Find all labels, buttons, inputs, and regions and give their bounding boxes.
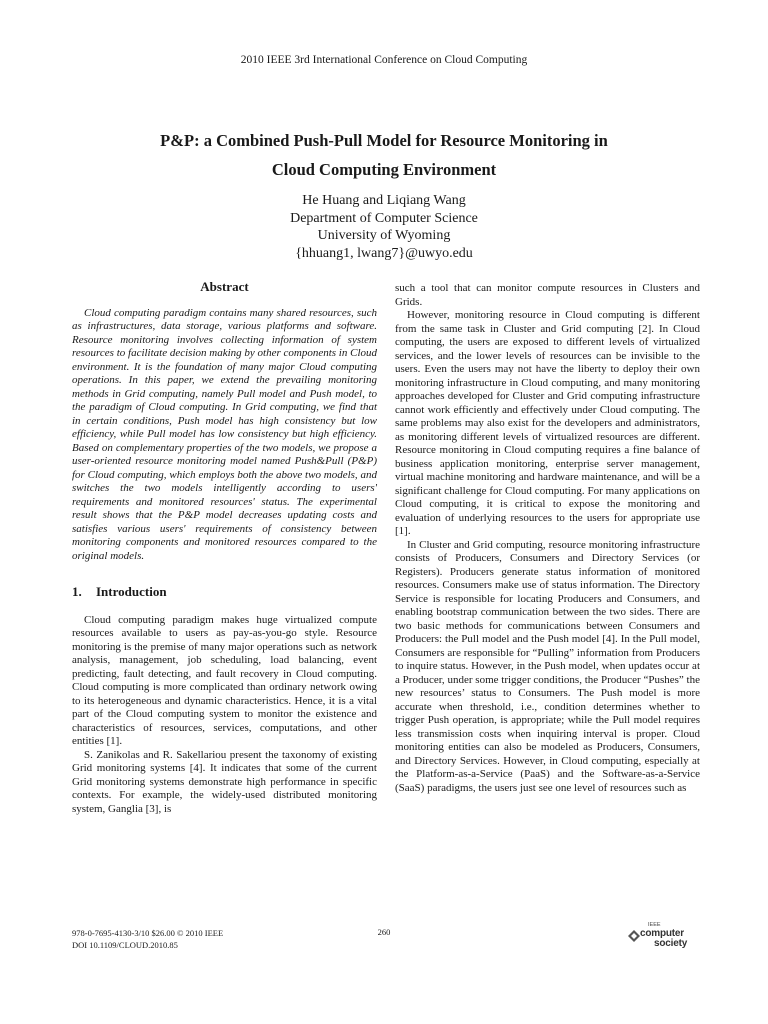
- page-number: 260: [377, 927, 391, 937]
- author-names: He Huang and Liqiang Wang: [302, 193, 466, 208]
- right-paragraph-2: In Cluster and Grid computing, resource monitoring infrastructure consists of Producers, Consumers and Directory Services (or Registers). Producers generate status information of monitored resources. Consumers make use of status information. The Directory Service is responsible for locating Producers and Consumers, and enabling bootstrap communication between the two sides. There are two basic methods for communications between Consumers and Producers: the Pull model and the Push model [4]. In the Pull model, Consumers are responsible for “Pulling” information from Producers to inquire status. However, in the Push model, when updates occur at a Producer, under some trigger conditions, the Producer “Pushes” the new resources’ status to Consumers. The Push model is more accurate when threshold, i.e., condition determines whether to trigger Push operation, is appropriate; while the Pull model requires less transmission costs when inquiring interval is proper. Cloud monitoring entities can also be modeled as Producers, Consumers, and Directory Services. However, in Cloud computing, especially at the Platform-as-a-Service (PaaS) and the Software-as-a-Service (SaaS) paradigms, the users just see one level of resources such as: [395, 538, 700, 794]
- right-column: [395, 282, 700, 795]
- intro-paragraph-2: S. Zanikolas and R. Sakellariou present the taxonomy of existing Grid monitoring systems [4]. It indicates that some of the current Grid monitoring systems demonstrate high performance in specific contexts. For example, the widely-used distributed monitoring system, Ganglia [3], is: [72, 748, 377, 815]
- left-column: [72, 280, 377, 816]
- logo-ieee-text: IEEE: [648, 922, 661, 928]
- conference-header: 2010 IEEE 3rd International Conference on Cloud Computing: [240, 54, 528, 66]
- right-paragraph-1: However, monitoring resource in Cloud computing is different from the same task in Cluster and Grid computing [2]. In Cloud computing, the users are exposed to different levels of virtualized services, and the lower levels of resources can be invisible to the users. Even the users may not have the liberty to deploy their own monitoring infrastructure in Cloud computing, and many monitoring approaches developed for Cluster and Grid computing infrastructure cannot work efficiently and effectively under Cloud computing. The same problems may also exist for the developers and administrators, as monitoring different levels of virtualized resources are different. Resource monitoring in Cloud computing requires a fine balance of business application monitoring, enterprise server management, virtual machine monitoring and hardware maintenance, and will be a significant challenge for Cloud computing. For many applications on Cloud computing, it is critical to expose the monitoring and evaluation of underlying resources to the users for appropriate use [1].: [395, 309, 700, 537]
- title-line-2: Cloud Computing Environment: [271, 160, 497, 179]
- ieee-diamond-icon: [628, 930, 640, 942]
- section-title: Introduction: [96, 584, 167, 599]
- author-block: [0, 192, 768, 262]
- abstract-text: Cloud computing paradigm contains many shared resources, such as infrastructures, data storage, various platforms and software. Resource monitoring involves collecting information of system resources to facilitate decision making by other components in Cloud environment. It is the foundation of many major Cloud computing operations. In this paper, we extend the prevailing monitoring methods in Grid computing, namely Pull model and Push model, to the paradigm of Cloud computing. In Grid computing, we find that in certain conditions, Push model has high consistency but low efficiency, while Pull model has low consistency but high efficiency. Based on complementary properties of the two models, we propose a user-oriented resource monitoring model named Push&Pull (P&P) for Cloud computing, which employs both the above two models, and switches the two models intelligently according to users' requirements and monitored resources' status. The experimental result shows that the P&P model decreases updating costs and satisfies various users' requirements of consistency between monitoring components and monitored resources compared to the original models.: [72, 306, 377, 562]
- title-line-1: P&P: a Combined Push-Pull Model for Resource Monitoring in: [160, 131, 608, 150]
- footer-isbn: 978-0-7695-4130-3/10 $26.00 © 2010 IEEE: [72, 928, 224, 938]
- right-paragraph-continued: such a tool that can monitor compute resources in Clusters and Grids.: [395, 282, 700, 308]
- section-heading-introduction: [72, 585, 377, 599]
- footer-doi: DOI 10.1109/CLOUD.2010.85: [72, 940, 178, 950]
- author-department: Department of Computer Science: [290, 210, 478, 226]
- footer-copyright: [72, 927, 223, 951]
- section-number: 1.: [72, 584, 82, 599]
- logo-society-text: society: [654, 938, 688, 949]
- abstract-heading: Abstract: [200, 279, 249, 294]
- paper-title: [60, 126, 708, 184]
- author-university: University of Wyoming: [317, 228, 451, 243]
- author-email: {hhuang1, lwang7}@uwyo.edu: [295, 245, 473, 261]
- ieee-computer-society-logo: [628, 922, 698, 952]
- intro-paragraph-1: Cloud computing paradigm makes huge virtualized compute resources available to users as pay-as-you-go style. Resource monitoring is the premise of many major operations such as network analysis, management, job scheduling, load balancing, event predicting, fault detecting, and fault recovery in Cloud computing. Cloud computing is more complicated than ordinary network owing to its heterogeneous and dynamic characteristics. Hence, it is a vital part of the Cloud computing system to monitor the existence and characteristics of resources, services, computations, and other entities [1].: [72, 613, 377, 747]
- logo-computer-text: computer: [640, 928, 684, 939]
